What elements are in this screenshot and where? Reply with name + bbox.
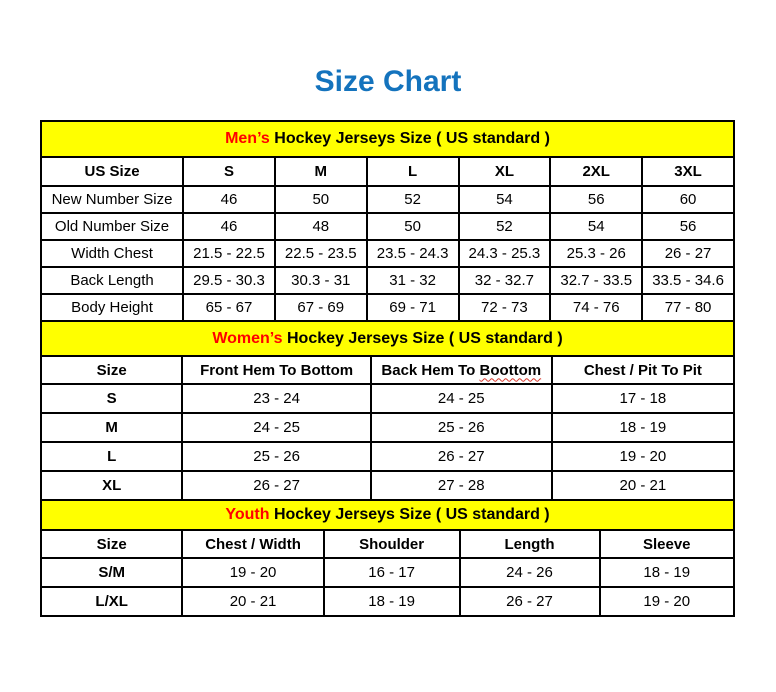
table-cell: 24 - 26	[460, 558, 600, 587]
table-cell: 25 - 26	[371, 413, 552, 442]
table-cell: 54	[459, 186, 551, 213]
col-header: Length	[460, 530, 600, 558]
table-row	[41, 384, 734, 413]
womens-banner-text: Hockey Jerseys Size ( US standard )	[282, 330, 563, 347]
col-header-text: Back Hem To	[381, 361, 480, 379]
table-cell: 27 - 28	[371, 471, 552, 500]
youth-size-table	[40, 529, 735, 617]
womens-header-row	[41, 356, 734, 384]
table-cell: 18 - 19	[324, 587, 460, 616]
table-row	[41, 471, 734, 500]
youth-header-row	[41, 530, 734, 558]
table-cell: 25 - 26	[182, 442, 370, 471]
table-cell: 60	[642, 186, 734, 213]
table-cell: 65 - 67	[183, 294, 275, 321]
table-cell: 22.5 - 23.5	[275, 240, 367, 267]
col-header: M	[275, 157, 367, 186]
row-label: S	[41, 384, 182, 413]
table-cell: 20 - 21	[552, 471, 734, 500]
page-title: Size Chart	[314, 65, 462, 98]
womens-table-banner	[40, 320, 735, 357]
table-cell: 19 - 20	[182, 558, 323, 587]
col-header: 2XL	[550, 157, 642, 186]
table-cell: 77 - 80	[642, 294, 734, 321]
table-cell: 31 - 32	[367, 267, 459, 294]
size-chart	[40, 120, 735, 617]
youth-banner-highlight: Youth	[225, 506, 270, 523]
youth-table-banner	[40, 499, 735, 531]
table-row	[41, 240, 734, 267]
table-cell: 21.5 - 22.5	[183, 240, 275, 267]
col-header: Chest / Width	[182, 530, 323, 558]
table-cell: 54	[550, 213, 642, 240]
table-cell: 17 - 18	[552, 384, 734, 413]
table-cell: 19 - 20	[600, 587, 734, 616]
table-cell: 48	[275, 213, 367, 240]
table-cell: 33.5 - 34.6	[642, 267, 734, 294]
table-cell: 67 - 69	[275, 294, 367, 321]
table-cell: 50	[367, 213, 459, 240]
table-cell: 26 - 27	[182, 471, 370, 500]
row-label: XL	[41, 471, 182, 500]
table-row	[41, 413, 734, 442]
table-cell: 29.5 - 30.3	[183, 267, 275, 294]
row-label: Width Chest	[41, 240, 183, 267]
table-cell: 74 - 76	[550, 294, 642, 321]
row-label: S/M	[41, 558, 182, 587]
womens-banner-highlight: Women’s	[212, 330, 283, 347]
table-cell: 24 - 25	[182, 413, 370, 442]
table-cell: 18 - 19	[552, 413, 734, 442]
mens-header-row	[41, 157, 734, 186]
table-cell: 25.3 - 26	[550, 240, 642, 267]
table-cell: 16 - 17	[324, 558, 460, 587]
table-cell: 24.3 - 25.3	[459, 240, 551, 267]
mens-banner-highlight: Men’s	[225, 130, 270, 147]
col-header: Size	[41, 356, 182, 384]
row-label: Old Number Size	[41, 213, 183, 240]
table-cell: 72 - 73	[459, 294, 551, 321]
table-cell: 26 - 27	[460, 587, 600, 616]
col-header: Chest / Pit To Pit	[552, 356, 734, 384]
table-cell: 23 - 24	[182, 384, 370, 413]
misspelled-word: Boottom	[479, 361, 542, 379]
table-cell: 56	[642, 213, 734, 240]
col-header: Size	[41, 530, 182, 558]
row-label: L/XL	[41, 587, 182, 616]
table-row	[41, 442, 734, 471]
table-cell: 69 - 71	[367, 294, 459, 321]
table-cell: 18 - 19	[600, 558, 734, 587]
table-row	[41, 267, 734, 294]
table-cell: 46	[183, 186, 275, 213]
col-header	[371, 356, 552, 384]
table-cell: 50	[275, 186, 367, 213]
table-cell: 30.3 - 31	[275, 267, 367, 294]
row-label: M	[41, 413, 182, 442]
table-cell: 56	[550, 186, 642, 213]
row-label: Back Length	[41, 267, 183, 294]
table-row	[41, 587, 734, 616]
table-cell: 32.7 - 33.5	[550, 267, 642, 294]
table-row	[41, 558, 734, 587]
col-header: Shoulder	[324, 530, 460, 558]
table-cell: 32 - 32.7	[459, 267, 551, 294]
col-header: 3XL	[642, 157, 734, 186]
mens-table-banner	[40, 120, 735, 158]
row-label: Body Height	[41, 294, 183, 321]
col-header: Sleeve	[600, 530, 734, 558]
table-cell: 23.5 - 24.3	[367, 240, 459, 267]
table-row	[41, 294, 734, 321]
mens-banner-text: Hockey Jerseys Size ( US standard )	[269, 130, 550, 147]
table-cell: 19 - 20	[552, 442, 734, 471]
col-header: US Size	[41, 157, 183, 186]
col-header: S	[183, 157, 275, 186]
col-header: XL	[459, 157, 551, 186]
col-header: Front Hem To Bottom	[182, 356, 370, 384]
table-cell: 26 - 27	[642, 240, 734, 267]
row-label: New Number Size	[41, 186, 183, 213]
table-cell: 52	[459, 213, 551, 240]
table-cell: 52	[367, 186, 459, 213]
table-row	[41, 186, 734, 213]
youth-banner-text: Hockey Jerseys Size ( US standard )	[269, 506, 550, 523]
row-label: L	[41, 442, 182, 471]
table-cell: 46	[183, 213, 275, 240]
mens-size-table	[40, 156, 735, 322]
col-header: L	[367, 157, 459, 186]
table-cell: 26 - 27	[371, 442, 552, 471]
table-cell: 24 - 25	[371, 384, 552, 413]
table-cell: 20 - 21	[182, 587, 323, 616]
womens-size-table	[40, 355, 735, 501]
table-row	[41, 213, 734, 240]
